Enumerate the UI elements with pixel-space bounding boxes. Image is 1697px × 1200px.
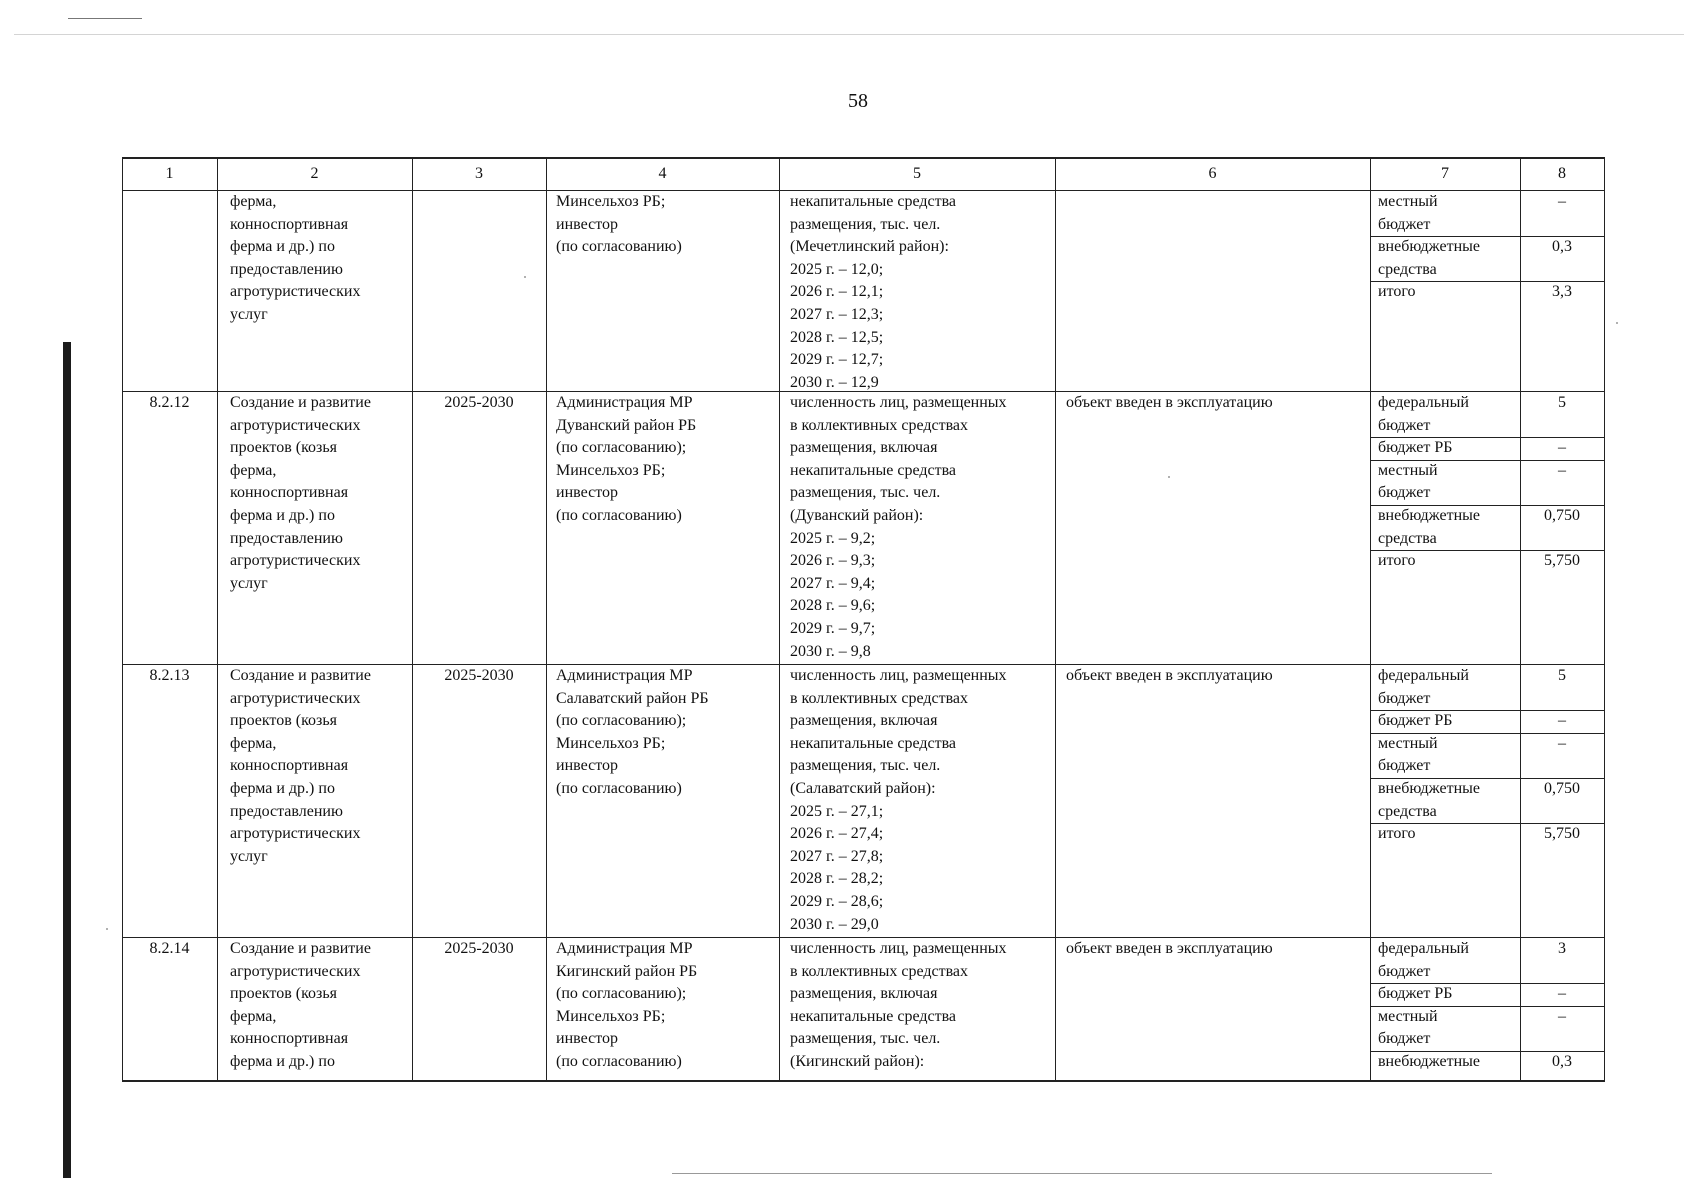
measure-name-line: услуг (230, 305, 268, 323)
executors-line: Минсельхоз РБ; (556, 734, 666, 752)
scan-mark-top (68, 18, 142, 19)
indicator-line: (Кигинский район): (790, 1052, 925, 1070)
funding-source-label-line: федеральный (1378, 394, 1469, 411)
funding-source-label-line: средства (1378, 529, 1437, 547)
funding-amount: – (1558, 734, 1566, 752)
indicator-line: 2028 г. – 28,2; (790, 870, 884, 888)
measure-name-line: агротуристических (230, 283, 361, 301)
funding-amount: 5 (1558, 394, 1566, 411)
result: объект введен в эксплуатацию (1066, 394, 1273, 411)
executors-line: (по согласованию) (556, 506, 682, 524)
scan-speck (1616, 322, 1618, 324)
indicator-line: 2027 г. – 12,3; (790, 305, 884, 323)
measure-name-line: ферма и др.) по (230, 779, 335, 797)
indicator (790, 191, 1055, 394)
executors-line: Дуванский район РБ (556, 416, 697, 434)
measure-name-line: ферма, (230, 734, 277, 752)
executors-line: Салаватский район РБ (556, 689, 709, 707)
indicator-line: размещения, включая (790, 712, 938, 730)
indicator-line: (Дуванский район): (790, 506, 924, 524)
funding-source-label (1378, 983, 1520, 1006)
funding-source-label (1378, 733, 1520, 778)
executors (556, 665, 779, 801)
measure-name-line: ферма, (230, 461, 277, 479)
executors-line: Администрация МР (556, 394, 693, 411)
table-bottom-border (122, 1080, 1605, 1082)
column-header: 6 (1208, 165, 1217, 182)
indicator-line: 2030 г. – 9,8 (790, 642, 871, 660)
funding-amount: – (1558, 1007, 1566, 1025)
funding-amount: 0,3 (1552, 238, 1572, 256)
measure-name-line: Создание и развитие (230, 667, 371, 684)
funding-source-label-line: бюджет (1378, 689, 1431, 707)
funding-source-label-line: бюджет (1378, 416, 1431, 434)
row-number: 8.2.12 (149, 394, 190, 411)
funding-source-label-line: местный (1378, 734, 1438, 752)
indicator-line: размещения, включая (790, 985, 938, 1003)
funding-source-label-line: федеральный (1378, 667, 1469, 684)
executors-line: инвестор (556, 1030, 618, 1048)
indicator-line: 2027 г. – 9,4; (790, 574, 876, 592)
funding-source-label (1378, 550, 1520, 573)
funding-source-label-line: бюджет РБ (1378, 712, 1453, 730)
funding-source-label (1378, 236, 1520, 281)
indicator-line: в коллективных средствах (790, 689, 969, 707)
measure-name-line: агротуристических (230, 825, 361, 843)
indicator-line: 2028 г. – 9,6; (790, 597, 876, 615)
header-border (122, 190, 1604, 191)
measure-name-line: предоставлению (230, 529, 343, 547)
executors-line: Минсельхоз РБ; (556, 461, 666, 479)
funding-source-label (1378, 938, 1520, 983)
measure-name-line: услуг (230, 574, 268, 592)
column-border (1055, 157, 1056, 1081)
row-border (122, 937, 1604, 938)
funding-source-label (1378, 505, 1520, 550)
column-border (779, 157, 780, 1081)
funding-source-label (1378, 665, 1520, 710)
funding-amount: 3,3 (1552, 283, 1572, 301)
indicator-line: некапитальные средства (790, 1007, 957, 1025)
row-border (122, 664, 1604, 665)
funding-source-label-line: итого (1378, 552, 1416, 570)
funding-source-label (1378, 1051, 1520, 1074)
result: объект введен в эксплуатацию (1066, 667, 1273, 684)
funding-amount: – (1558, 985, 1566, 1003)
indicator-line: 2025 г. – 12,0; (790, 260, 884, 278)
scan-mark-bottom (672, 1173, 1492, 1174)
funding-source-label-line: федеральный (1378, 940, 1469, 957)
measure-name-line: услуг (230, 847, 268, 865)
executors-line: (по согласованию); (556, 985, 687, 1003)
measure-name (230, 665, 412, 868)
funding-source-label-line: внебюджетные (1378, 1053, 1480, 1070)
measure-name-line: ферма, (230, 193, 277, 210)
funding-amount: 5,750 (1544, 825, 1580, 843)
measure-name-line: проектов (козья (230, 985, 338, 1003)
funding-source-label (1378, 460, 1520, 505)
scan-speck (524, 276, 526, 278)
indicator-line: 2030 г. – 29,0 (790, 915, 879, 933)
executors (556, 191, 779, 259)
executors-line: инвестор (556, 757, 618, 775)
executors-line: инвестор (556, 215, 618, 233)
funding-source-label-line: местный (1378, 1007, 1438, 1025)
indicator-line: 2025 г. – 27,1; (790, 802, 884, 820)
funding-source-label-line: бюджет РБ (1378, 985, 1453, 1003)
funding-amount: 3 (1558, 940, 1566, 957)
indicator-line: в коллективных средствах (790, 962, 969, 980)
funding-source-label-line: внебюджетные (1378, 780, 1480, 797)
column-border (217, 157, 218, 1081)
indicator-line: численность лиц, размещенных (790, 667, 1007, 684)
funding-source-label-line: местный (1378, 461, 1438, 479)
funding-source-label-line: бюджет (1378, 1030, 1431, 1048)
funding-source-label (1378, 281, 1520, 304)
measure-name-line: проектов (козья (230, 439, 338, 457)
column-header: 4 (658, 165, 667, 182)
period: 2025-2030 (444, 394, 514, 411)
funding-source-label-line: средства (1378, 802, 1437, 820)
column-border (122, 157, 123, 1081)
column-header: 1 (165, 165, 174, 182)
column-header: 2 (310, 165, 319, 182)
indicator-line: 2027 г. – 27,8; (790, 847, 884, 865)
column-border (412, 157, 413, 1081)
executors-line: (по согласованию) (556, 779, 682, 797)
funding-amount: 0,3 (1552, 1053, 1572, 1070)
executors-line: Администрация МР (556, 667, 693, 684)
executors (556, 938, 779, 1074)
column-header: 7 (1441, 165, 1449, 182)
period: 2025-2030 (444, 940, 514, 957)
scan-speck (106, 928, 108, 930)
funding-source-label (1378, 191, 1520, 236)
measure-name-line: агротуристических (230, 416, 361, 434)
measure-name-line: ферма, (230, 1007, 277, 1025)
funding-amount: – (1558, 712, 1566, 730)
funding-source-label (1378, 778, 1520, 823)
measure-name-line: предоставлению (230, 260, 343, 278)
indicator-line: (Мечетлинский район): (790, 238, 949, 256)
funding-source-label-line: бюджет (1378, 757, 1431, 775)
column-border (1520, 157, 1521, 1081)
executors-line: Минсельхоз РБ; (556, 1007, 666, 1025)
indicator-line: численность лиц, размещенных (790, 394, 1007, 411)
funding-source-label (1378, 437, 1520, 460)
indicator-line: размещения, тыс. чел. (790, 1030, 941, 1048)
funding-source-label-line: итого (1378, 825, 1416, 843)
indicator-line: 2026 г. – 27,4; (790, 825, 884, 843)
measure-name-line: агротуристических (230, 962, 361, 980)
indicator (790, 938, 1055, 1074)
funding-source-label-line: внебюджетные (1378, 238, 1480, 256)
scan-edge-line (14, 34, 1684, 35)
indicator-line: численность лиц, размещенных (790, 940, 1007, 957)
executors-line: Минсельхоз РБ; (556, 193, 666, 210)
measure-name-line: Создание и развитие (230, 394, 371, 411)
measure-name (230, 938, 412, 1074)
measure-name-line: конноспортивная (230, 757, 349, 775)
funding-source-label-line: бюджет (1378, 215, 1431, 233)
indicator-line: 2025 г. – 9,2; (790, 529, 876, 547)
indicator-line: 2029 г. – 12,7; (790, 351, 884, 369)
funding-source-label (1378, 1006, 1520, 1051)
funding-amount: – (1558, 193, 1566, 210)
indicator-line: 2026 г. – 12,1; (790, 283, 884, 301)
indicator (790, 392, 1055, 663)
page-number: 58 (848, 90, 868, 112)
executors-line: (по согласованию); (556, 712, 687, 730)
measure-name-line: конноспортивная (230, 1030, 349, 1048)
indicator-line: 2026 г. – 9,3; (790, 552, 876, 570)
executors-line: Администрация МР (556, 940, 693, 957)
executors-line: инвестор (556, 484, 618, 502)
executors (556, 392, 779, 528)
row-number: 8.2.14 (149, 940, 190, 957)
funding-source-label-line: внебюджетные (1378, 507, 1480, 524)
scan-binding-shadow (63, 342, 71, 1178)
indicator-line: в коллективных средствах (790, 416, 969, 434)
funding-source-label-line: местный (1378, 193, 1438, 210)
funding-source-label-line: итого (1378, 283, 1416, 301)
scan-speck (1168, 476, 1170, 478)
column-border (1370, 157, 1371, 1081)
funding-source-label (1378, 392, 1520, 437)
indicator-line: некапитальные средства (790, 193, 957, 210)
measure-name (230, 392, 412, 595)
indicator-line: размещения, тыс. чел. (790, 757, 941, 775)
measure-name-line: Создание и развитие (230, 940, 371, 957)
funding-source-label-line: бюджет (1378, 484, 1431, 502)
indicator-line: размещения, тыс. чел. (790, 215, 941, 233)
measure-name (230, 191, 412, 327)
column-header: 3 (475, 165, 483, 182)
measure-name-line: агротуристических (230, 689, 361, 707)
indicator (790, 665, 1055, 936)
measure-name-line: агротуристических (230, 552, 361, 570)
result: объект введен в эксплуатацию (1066, 940, 1273, 957)
funding-source-label-line: бюджет (1378, 962, 1431, 980)
period: 2025-2030 (444, 667, 514, 684)
indicator-line: размещения, тыс. чел. (790, 484, 941, 502)
funding-source-label-line: бюджет РБ (1378, 439, 1453, 457)
column-header: 5 (913, 165, 921, 182)
column-border (1604, 157, 1605, 1081)
executors-line: (по согласованию) (556, 238, 682, 256)
indicator-line: (Салаватский район): (790, 779, 936, 797)
measure-name-line: ферма и др.) по (230, 506, 335, 524)
measure-name-line: предоставлению (230, 802, 343, 820)
measure-name-line: ферма и др.) по (230, 1052, 335, 1070)
funding-source-label-line: средства (1378, 260, 1437, 278)
row-number: 8.2.13 (149, 667, 190, 684)
executors-line: Кигинский район РБ (556, 962, 698, 980)
executors-line: (по согласованию) (556, 1052, 682, 1070)
funding-amount: 0,750 (1544, 780, 1580, 797)
executors-line: (по согласованию); (556, 439, 687, 457)
funding-source-label (1378, 710, 1520, 733)
funding-source-label (1378, 823, 1520, 846)
row-border (122, 391, 1604, 392)
indicator-line: 2029 г. – 28,6; (790, 892, 884, 910)
column-header: 8 (1558, 165, 1566, 182)
measure-name-line: проектов (козья (230, 712, 338, 730)
indicator-line: некапитальные средства (790, 461, 957, 479)
column-border (546, 157, 547, 1081)
indicator-line: некапитальные средства (790, 734, 957, 752)
indicator-line: размещения, включая (790, 439, 938, 457)
indicator-line: 2029 г. – 9,7; (790, 619, 876, 637)
funding-amount: 5,750 (1544, 552, 1580, 570)
funding-amount: – (1558, 439, 1566, 457)
measure-name-line: ферма и др.) по (230, 238, 335, 256)
funding-amount: 5 (1558, 667, 1566, 684)
measure-name-line: конноспортивная (230, 484, 349, 502)
funding-amount: 0,750 (1544, 507, 1580, 524)
indicator-line: 2030 г. – 12,9 (790, 373, 879, 391)
funding-amount: – (1558, 461, 1566, 479)
indicator-line: 2028 г. – 12,5; (790, 328, 884, 346)
measure-name-line: конноспортивная (230, 215, 349, 233)
table-top-border (122, 157, 1604, 159)
